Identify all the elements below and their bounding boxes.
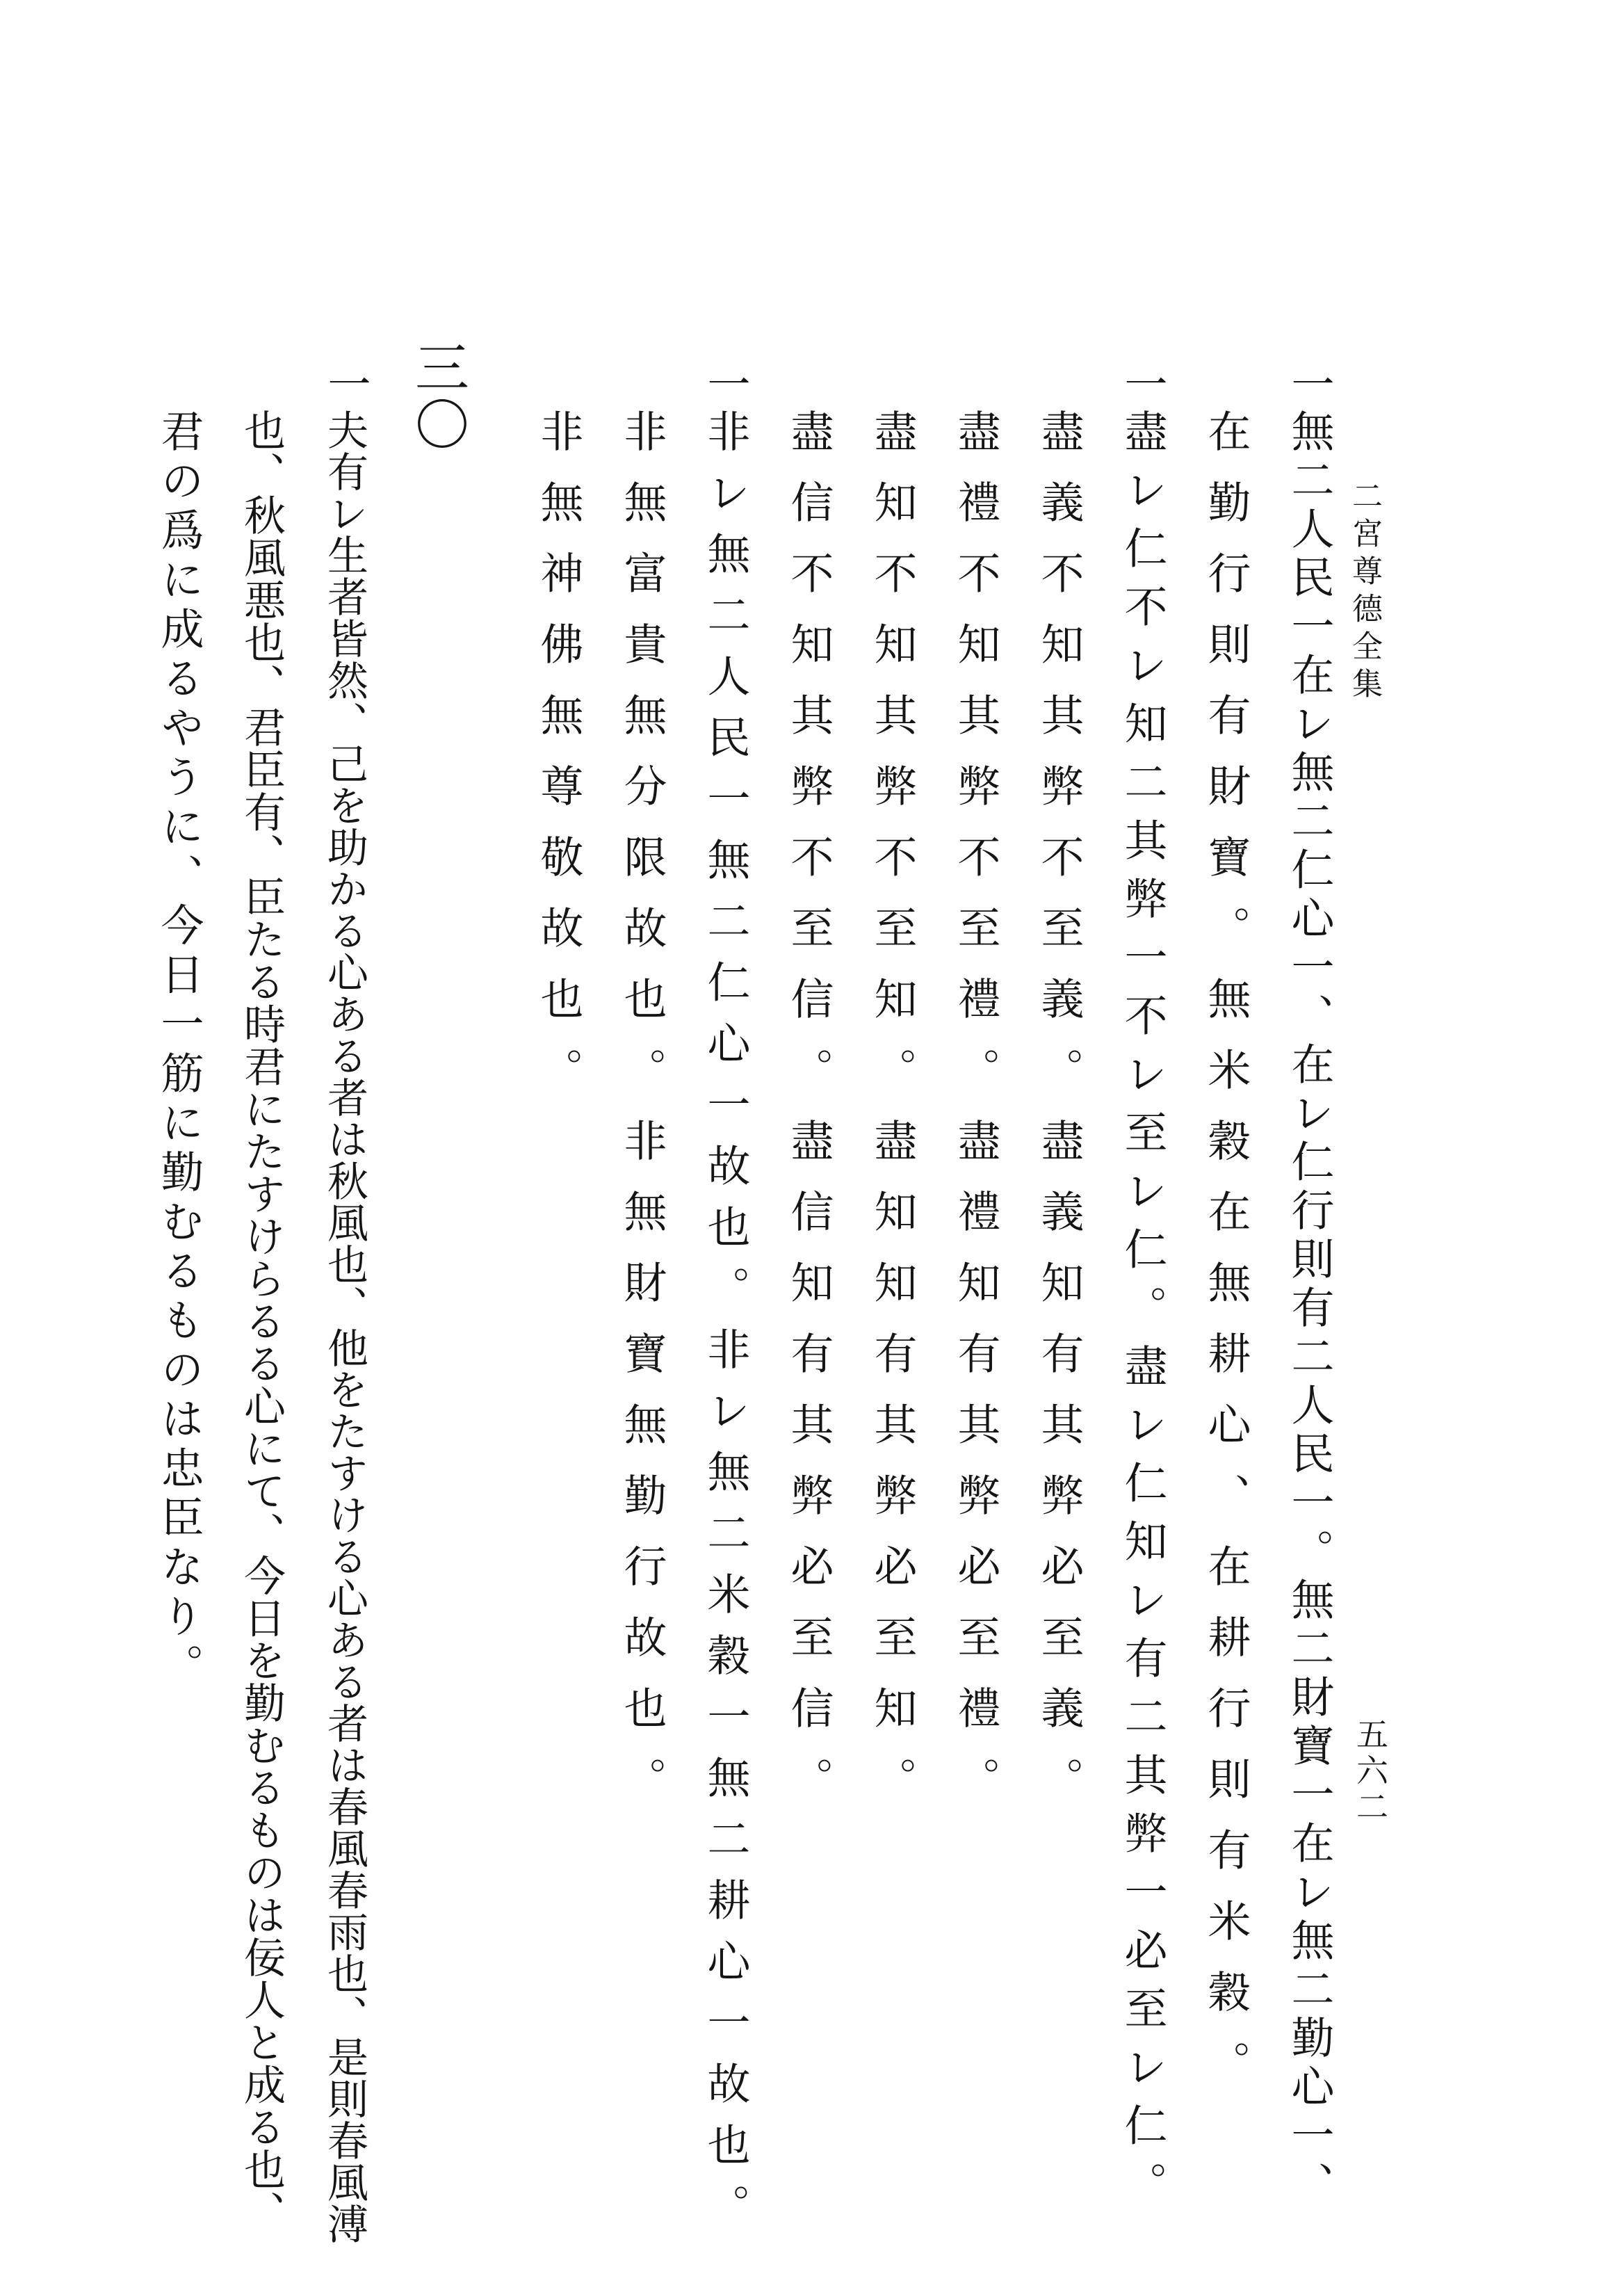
page-number: 五六二 bbox=[1351, 1718, 1389, 1826]
verse-line: 非無富貴無分限故也。非無財寶無勤行故也。 bbox=[617, 409, 667, 1827]
verse-line: 無二人民一在レ無二仁心一、在レ仁行則有二人民一。無二財寶一在レ無二勤心一、 bbox=[1284, 409, 1335, 2210]
verse-line: 盡レ仁不レ知二其弊一不レ至レ仁。盡レ仁知レ有二其弊一必至レ仁。 bbox=[1117, 409, 1168, 2220]
item-bullet: 一 bbox=[700, 362, 751, 405]
essay-line: 也、秋風悪也、君臣有、臣たる時君にたすけらるる心にて、今日を勤むるものは佞人と成る也、 bbox=[237, 409, 286, 2233]
verse-line: 盡知不知其弊不至知。盡知知有其弊必至知。 bbox=[867, 409, 918, 1827]
verse-line: 非レ無二人民一無二仁心一故也。非レ無二米穀一無二耕心一故也。 bbox=[700, 409, 751, 2245]
running-head: 二宮尊德全集 bbox=[1347, 480, 1382, 705]
section-number: 三〇 bbox=[406, 339, 469, 453]
item-bullet: 一 bbox=[1117, 362, 1168, 405]
verse-line: 在勤行則有財寶。無米穀在無耕心、在耕行則有米穀。 bbox=[1201, 409, 1251, 2111]
essay-line: 夫有レ生者皆然、己を助かる心ある者は秋風也、他をたすける心ある者は春風春雨也、是則春風溥 bbox=[320, 409, 368, 2245]
verse-line: 盡信不知其弊不至信。盡信知有其弊必至信。 bbox=[783, 409, 834, 1827]
item-bullet: 一 bbox=[320, 362, 371, 405]
item-bullet: 一 bbox=[1284, 362, 1335, 405]
verse-line: 盡禮不知其弊不至禮。盡禮知有其弊必至禮。 bbox=[950, 409, 1001, 1827]
verse-line: 非無神佛無尊敬故也。 bbox=[533, 409, 584, 1118]
verse-line: 盡義不知其弊不至義。盡義知有其弊必至義。 bbox=[1034, 409, 1085, 1827]
essay-line: 君の爲に成るやうに、今日一筋に勤むるものは忠臣なり。 bbox=[154, 409, 204, 1693]
